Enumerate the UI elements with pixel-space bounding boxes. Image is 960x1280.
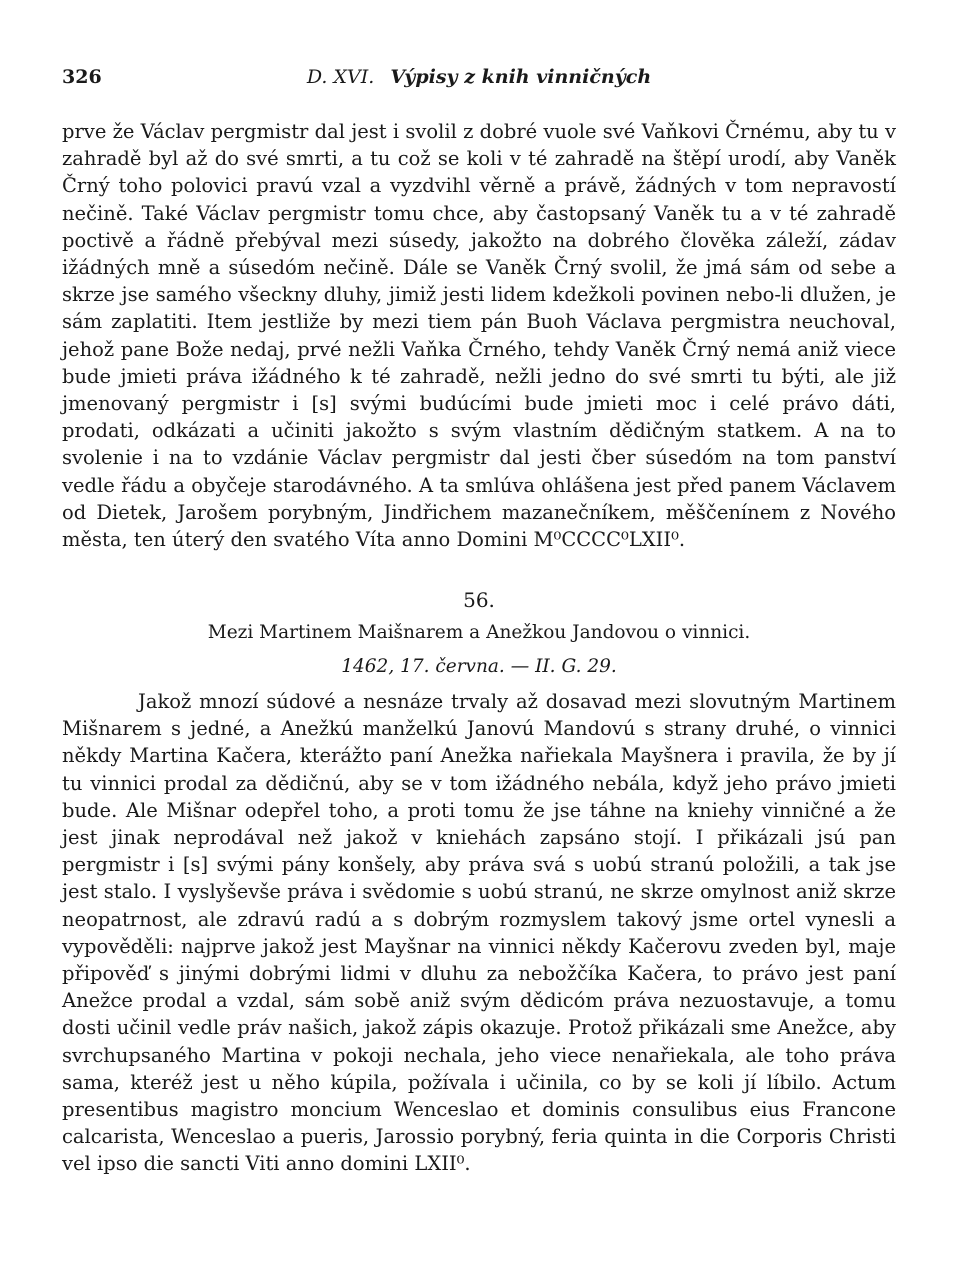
- entry-56-title: Mezi Martinem Maišnarem a Anežkou Jandovou o vinnici.: [207, 622, 751, 643]
- entry-56-date: 1462, 17. června. — II. G. 29.: [341, 656, 617, 677]
- running-title: [62, 66, 896, 88]
- running-header: [62, 66, 896, 96]
- section-label: D. XVI.: [306, 66, 375, 88]
- entry-56-text: Jakož mnozí súdové a nesnáze trvaly až dosavad mezi slovutným Martinem Mišnarem s jedné, a Anežkú manželkú Janovú Mandovú s strany druhé, o vinnici někdy Martina Kačera, kterážto paní Anežka nařiekala Mayšnera i pravila, že by jí tu vinnici prodal za dědičnú, aby se v tom ižádného nebála, když jeho právo jmieti bude. Ale Mišnar odepřel toho, a proti tomu že jse táhne na kniehy vinničné a že jest jinak neprodával než jakož v kniehách zapsáno stojí. I přikázali jsú pan pergmistr i [s] svými pány konšely, aby práva svá s uobú stranú položili, a tak jse jest stalo. I vyslyševše práva i svědomie s uobú stranú, ne skrze omylnost aniž skrze neopatrnost, ale zdravú radú a s dobrým rozmyslem takový jsme ortel vynesli a vypověděli: najprve jakož jest Mayšnar na vinnici někdy Kačerovu zveden byl, maje připověď s jinými dobrými lidmi v dluhu za nebožčíka Kačera, to právo jest paní Anežce prodal a vzdal, sám sobě aniž svým dědicóm práva nezuostavuje, a tomu dosti učinil vedle práv našich, jakož zápis okazuje. Protož přikázali sme Anežce, aby svrchupsaného Martina v pokoji nechala, jeho viece nenařiekala, ale toho práva sama, kteréž jest u něho kúpila, požívala i učinila, co by se koli jí líbilo. Actum presentibus magistro moncium Wenceslao et dominis consulibus eius Francone calcarista, Wenceslao a pueris, Jarossio porybný, feria quinta in die Corporis Christi vel ipso die sancti Viti anno domini LXII⁰.: [62, 690, 896, 1176]
- entry-55-continuation: prve že Václav pergmistr dal jest i svolil z dobré vuole své Vaňkovi Črnému, aby tu v zahradě byl až do své smrti, a tu což se koli v té zahradě na štěpí urodí, aby Vaněk Črný toho polovici pravú vzal a vyzdvihl věrně a právě, žádných v tom nepravostí nečině. Také Václav pergmistr tomu chce, aby častopsaný Vaněk tu a v té zahradě poctivě a řádně přebýval mezi súsedy, jakožto na dobrého člověka záleží, zádav ižádných mně a súsedóm nečině. Dále se Vaněk Črný svolil, že jmá sám od sebe a skrze jse samého všeckny dluhy, jimiž jesti lidem kdežkoli povinen nebo-li dlužen, je sám zaplatiti. Item jestliže by mezi tiem pán Buoh Václava pergmistra neuchoval, jehož pane Bože nedaj, prvé nežli Vaňka Črného, tehdy Vaněk Črný nemá aniž viece bude jmieti práva ižádného k té zahradě, nežli jedno do své smrti tu býti, ale již jmenovaný pergmistr i [s] svými budúcími bude jmieti moc i celé právo dáti, prodati, odkázati a učiniti jakožto s svým vlastním dědičným statkem. A na to svolenie i na to vzdánie Václav pergmistr dal jesti čber súsedóm na tom panství vedle řádu a obyčeje starodávného. A ta smlúva ohlášena jest před panem Václavem od Dietek, Jarošem porybným, Jindřichem mazanečníkem, měščenínem z Nového města, ten úterý den svatého Víta anno Domini M⁰CCCC⁰LXII⁰.: [62, 120, 896, 552]
- entry-56-number: 56.: [463, 588, 495, 612]
- section-title: Výpisy z knih vinničných: [390, 66, 652, 88]
- page-number: 326: [62, 66, 102, 88]
